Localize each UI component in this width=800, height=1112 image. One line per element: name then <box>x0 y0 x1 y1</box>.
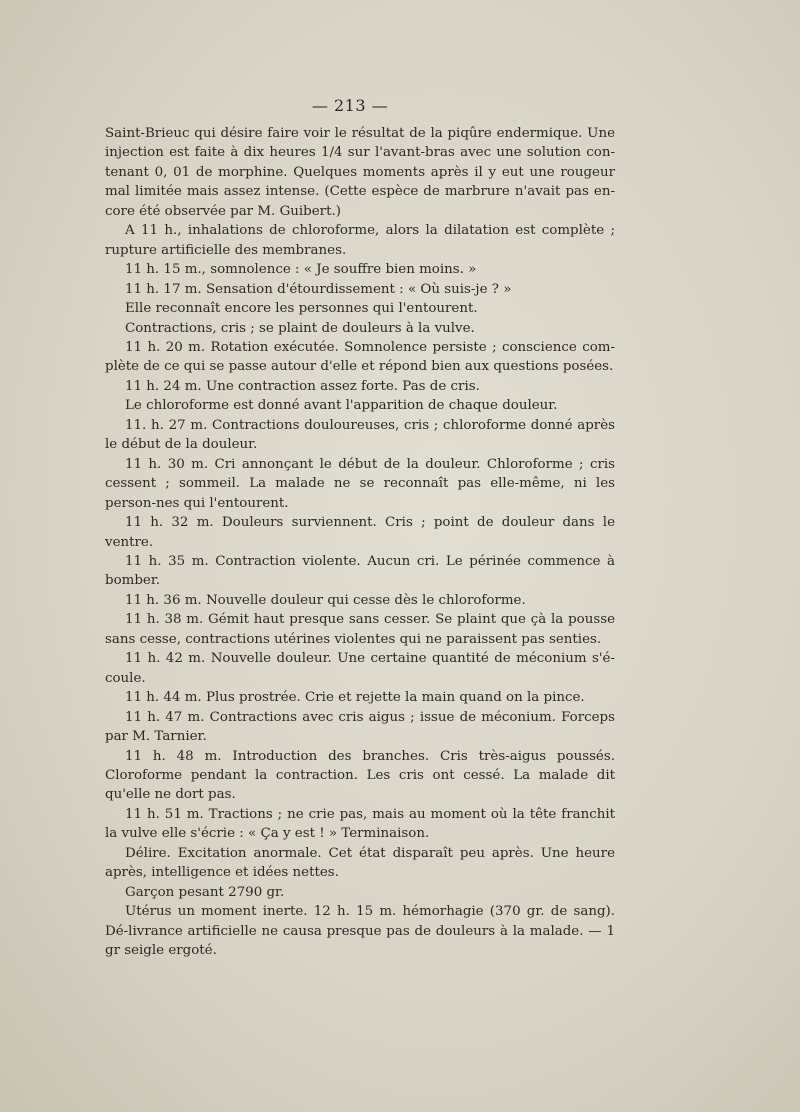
paragraph: 11 h. 51 m. Tractions ; ne crie pas, mais au moment où la tête franchit la vulve elle s'écrie : « Ça y est ! » Terminaison. <box>105 806 615 842</box>
paragraph: 11 h. 17 m. Sensation d'étourdissement : « Où suis-je ? » <box>125 281 512 297</box>
paragraph: Garçon pesant 2790 gr. <box>125 884 285 900</box>
paragraph: 11 h. 38 m. Gémit haut presque sans cesser. Se plaint que çà la pousse sans cesse, contractions utérines violentes qui ne paraissent pas senties. <box>105 612 615 647</box>
paragraph: 11 h. 47 m. Contractions avec cris aigus ; issue de méconium. Forceps par M. Tarnier. <box>105 709 615 745</box>
paragraph: 11 h. 32 m. Douleurs surviennent. Cris ; point de douleur dans le ventre. <box>105 515 615 550</box>
paragraph: 11. h. 27 m. Contractions douloureuses, cris ; chloroforme donné après le début de la douleur. <box>105 417 615 453</box>
paragraph: A 11 h., inhalations de chloroforme, alors la dilatation est complète ; rupture artificielle des membranes. <box>105 223 615 258</box>
paragraph: Contractions, cris ; se plaint de douleurs à la vulve. <box>125 320 475 336</box>
paragraph: 11 h. 30 m. Cri annonçant le début de la douleur. Chloroforme ; cris cessent ; sommeil. La malade ne se reconnaît pas elle-même, ni les person-nes qui l'entourent. <box>105 456 615 511</box>
page-number: — 213 — <box>311 96 389 115</box>
paragraph: 11 h. 48 m. Introduction des branches. Cris très-aigus poussés. Cloroforme pendant la contraction. Les cris ont cessé. La malade dit qu'elle ne dort pas. <box>105 748 615 803</box>
paragraph: 11 h. 20 m. Rotation exécutée. Somnolence persiste ; conscience com-plète de ce qui se passe autour d'elle et répond bien aux questions posées. <box>105 339 615 375</box>
paragraph: Délire. Excitation anormale. Cet état disparaît peu après. Une heure après, intelligence et idées nettes. <box>105 845 615 881</box>
paragraph: 11 h. 15 m., somnolence : « Je souffre bien moins. » <box>125 262 477 278</box>
paragraph: 11 h. 42 m. Nouvelle douleur. Une certaine quantité de méconium s'é-coule. <box>105 651 615 686</box>
body-text <box>105 124 615 960</box>
paragraph: 11 h. 35 m. Contraction violente. Aucun cri. Le périnée commence à bomber. <box>105 553 615 589</box>
paragraph: Utérus un moment inerte. 12 h. 15 m. hémorhagie (370 gr. de sang). Dé-livrance artificielle ne causa presque pas de douleurs à la malade. — 1 gr seigle ergoté. <box>105 904 615 959</box>
paragraph: Le chloroforme est donné avant l'apparition de chaque douleur. <box>125 398 558 414</box>
paragraph: Saint-Brieuc qui désire faire voir le résultat de la piqûre endermique. Une injection est faite à dix heures 1/4 sur l'avant-bras avec une solution con-tenant 0, 01 de morphine. Quelques moments après il y eut une rougeur mal limitée mais assez intense. (Cette espèce de marbrure n'avait pas en-core été observée par M. Guibert.) <box>105 126 615 219</box>
paragraph: Elle reconnaît encore les personnes qui l'entourent. <box>125 301 478 317</box>
paragraph: 11 h. 44 m. Plus prostrée. Crie et rejette la main quand on la pince. <box>125 690 585 706</box>
paragraph: 11 h. 36 m. Nouvelle douleur qui cesse dès le chloroforme. <box>125 592 526 608</box>
paragraph: 11 h. 24 m. Une contraction assez forte. Pas de cris. <box>125 378 480 394</box>
